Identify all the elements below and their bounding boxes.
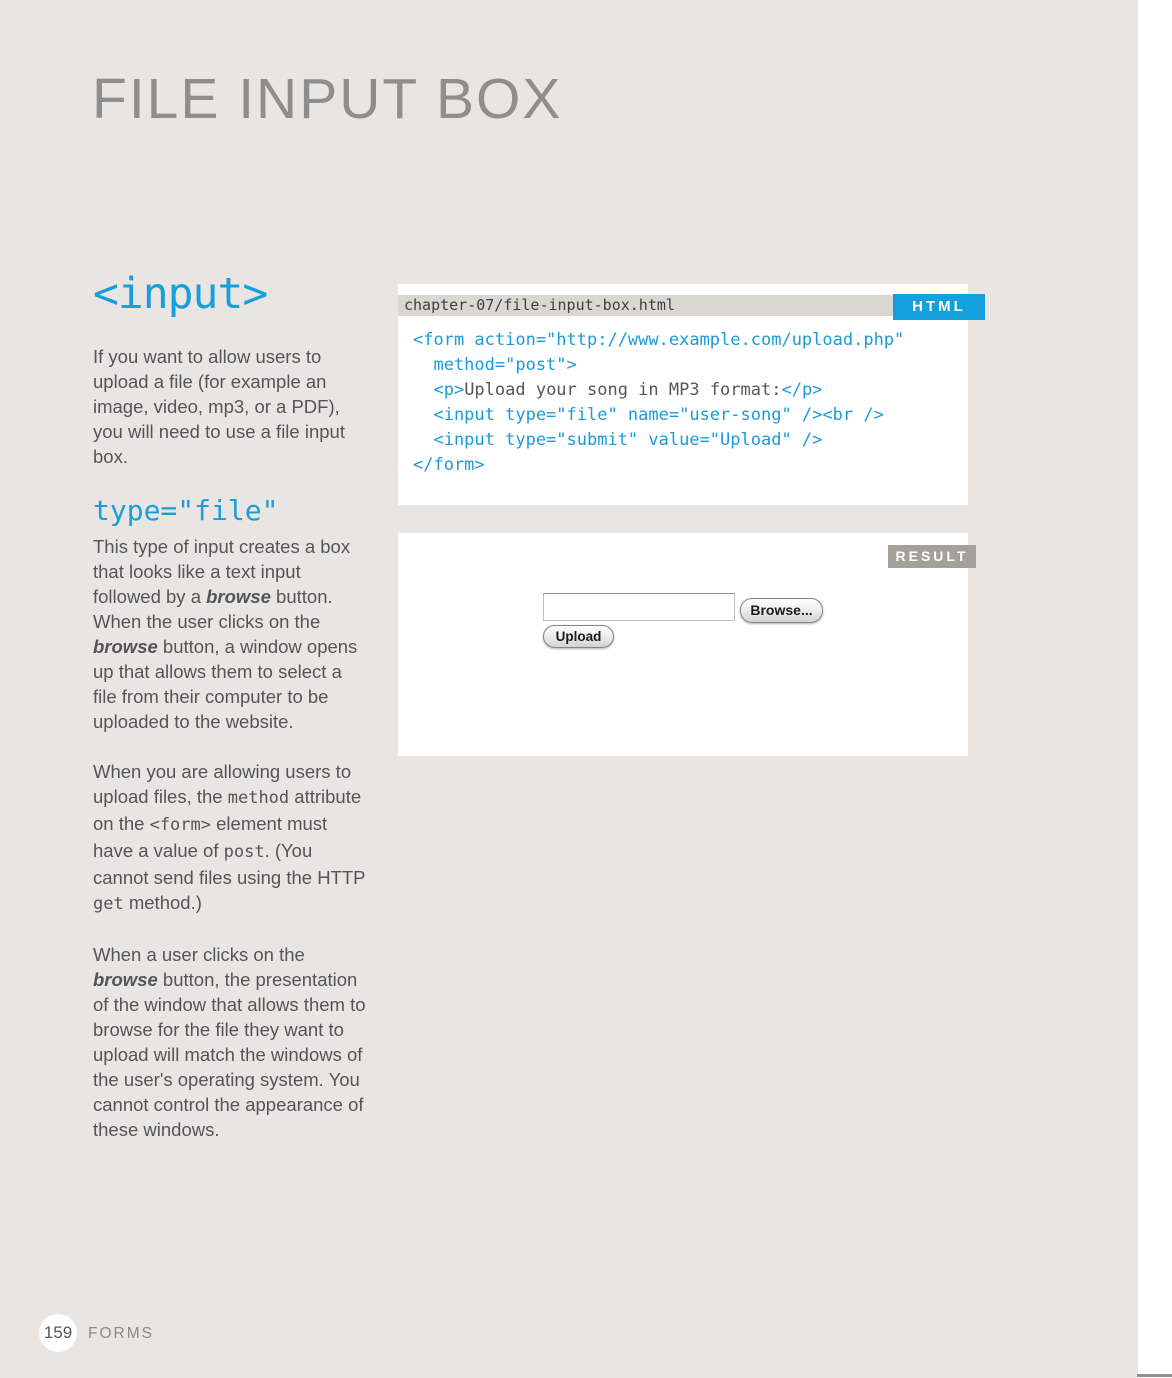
code-tag-text: <input type="submit" value="Upload" /> <box>413 430 823 450</box>
code-tag-text: method="post"> <box>413 355 577 375</box>
paragraph-intro <box>93 344 367 469</box>
left-column <box>93 268 367 1167</box>
result-badge: RESULT <box>888 545 976 568</box>
paragraph-type-file-1 <box>93 534 367 734</box>
code-tag-text: <input type="file" name="user-song" /><br /> <box>413 405 884 425</box>
code-block <box>398 316 968 478</box>
code-line <box>413 403 968 428</box>
code-plain-text: Upload your song in MP3 format: <box>464 380 782 400</box>
inline-emphasis: browse <box>206 586 271 607</box>
code-line <box>413 328 968 353</box>
inline-emphasis: browse <box>93 969 158 990</box>
upload-button[interactable]: Upload <box>543 625 614 648</box>
code-panel <box>398 284 968 505</box>
code-tag-text: </form> <box>413 455 485 475</box>
text-run: When a user clicks on the <box>93 944 305 965</box>
code-tag-text: <form action="http://www.example.com/upload.php" <box>413 330 905 350</box>
page-edge-strip <box>1138 0 1172 1378</box>
code-line <box>413 453 968 478</box>
paragraph-type-file-2 <box>93 759 367 917</box>
element-heading: <input> <box>93 269 268 319</box>
inline-code: get <box>93 894 124 914</box>
page-number-circle: 159 <box>39 1314 77 1352</box>
code-filename-bar: chapter-07/file-input-box.html <box>398 295 968 316</box>
text-run: If you want to allow users to upload a file (for example an image, video, mp3, or a PDF), you will need to use a file input box. <box>93 346 345 467</box>
text-run: button. When the user clicks on the <box>93 586 333 632</box>
page-edge-line <box>1137 1374 1172 1377</box>
chapter-label: FORMS <box>88 1325 154 1342</box>
text-run: attribute on the <box>93 786 362 834</box>
code-line <box>413 378 968 403</box>
page-title: FILE INPUT BOX <box>92 67 563 131</box>
text-run: method.) <box>123 892 202 913</box>
attribute-heading: type="file" <box>93 494 279 527</box>
code-line <box>413 353 968 378</box>
file-path-input[interactable] <box>543 593 735 621</box>
code-line <box>413 428 968 453</box>
html-badge: HTML <box>893 294 985 320</box>
result-panel <box>398 533 968 756</box>
inline-code: <form> <box>149 815 211 835</box>
text-run: . (You cannot send files using the HTTP <box>93 840 366 888</box>
code-tag-text: </p> <box>781 380 823 400</box>
text-run: When you are allowing users to upload files, the <box>93 761 352 807</box>
paragraph-type-file-3 <box>93 942 367 1142</box>
inline-code: post <box>223 842 265 862</box>
code-tag-text: <p> <box>413 380 465 400</box>
text-run: element must have a value of <box>93 813 328 861</box>
text-run: button, the presentation of the window that allows them to browse for the file they want to upload will match the windows of the user's operating system. You cannot control the appearance of these windows. <box>93 969 366 1140</box>
inline-emphasis: browse <box>93 636 158 657</box>
text-run: This type of input creates a box that looks like a text input followed by a <box>93 536 351 607</box>
inline-code: method <box>227 788 290 808</box>
browse-button[interactable]: Browse... <box>740 598 823 623</box>
text-run: button, a window opens up that allows them to select a file from their computer to be uploaded to the website. <box>93 636 358 732</box>
